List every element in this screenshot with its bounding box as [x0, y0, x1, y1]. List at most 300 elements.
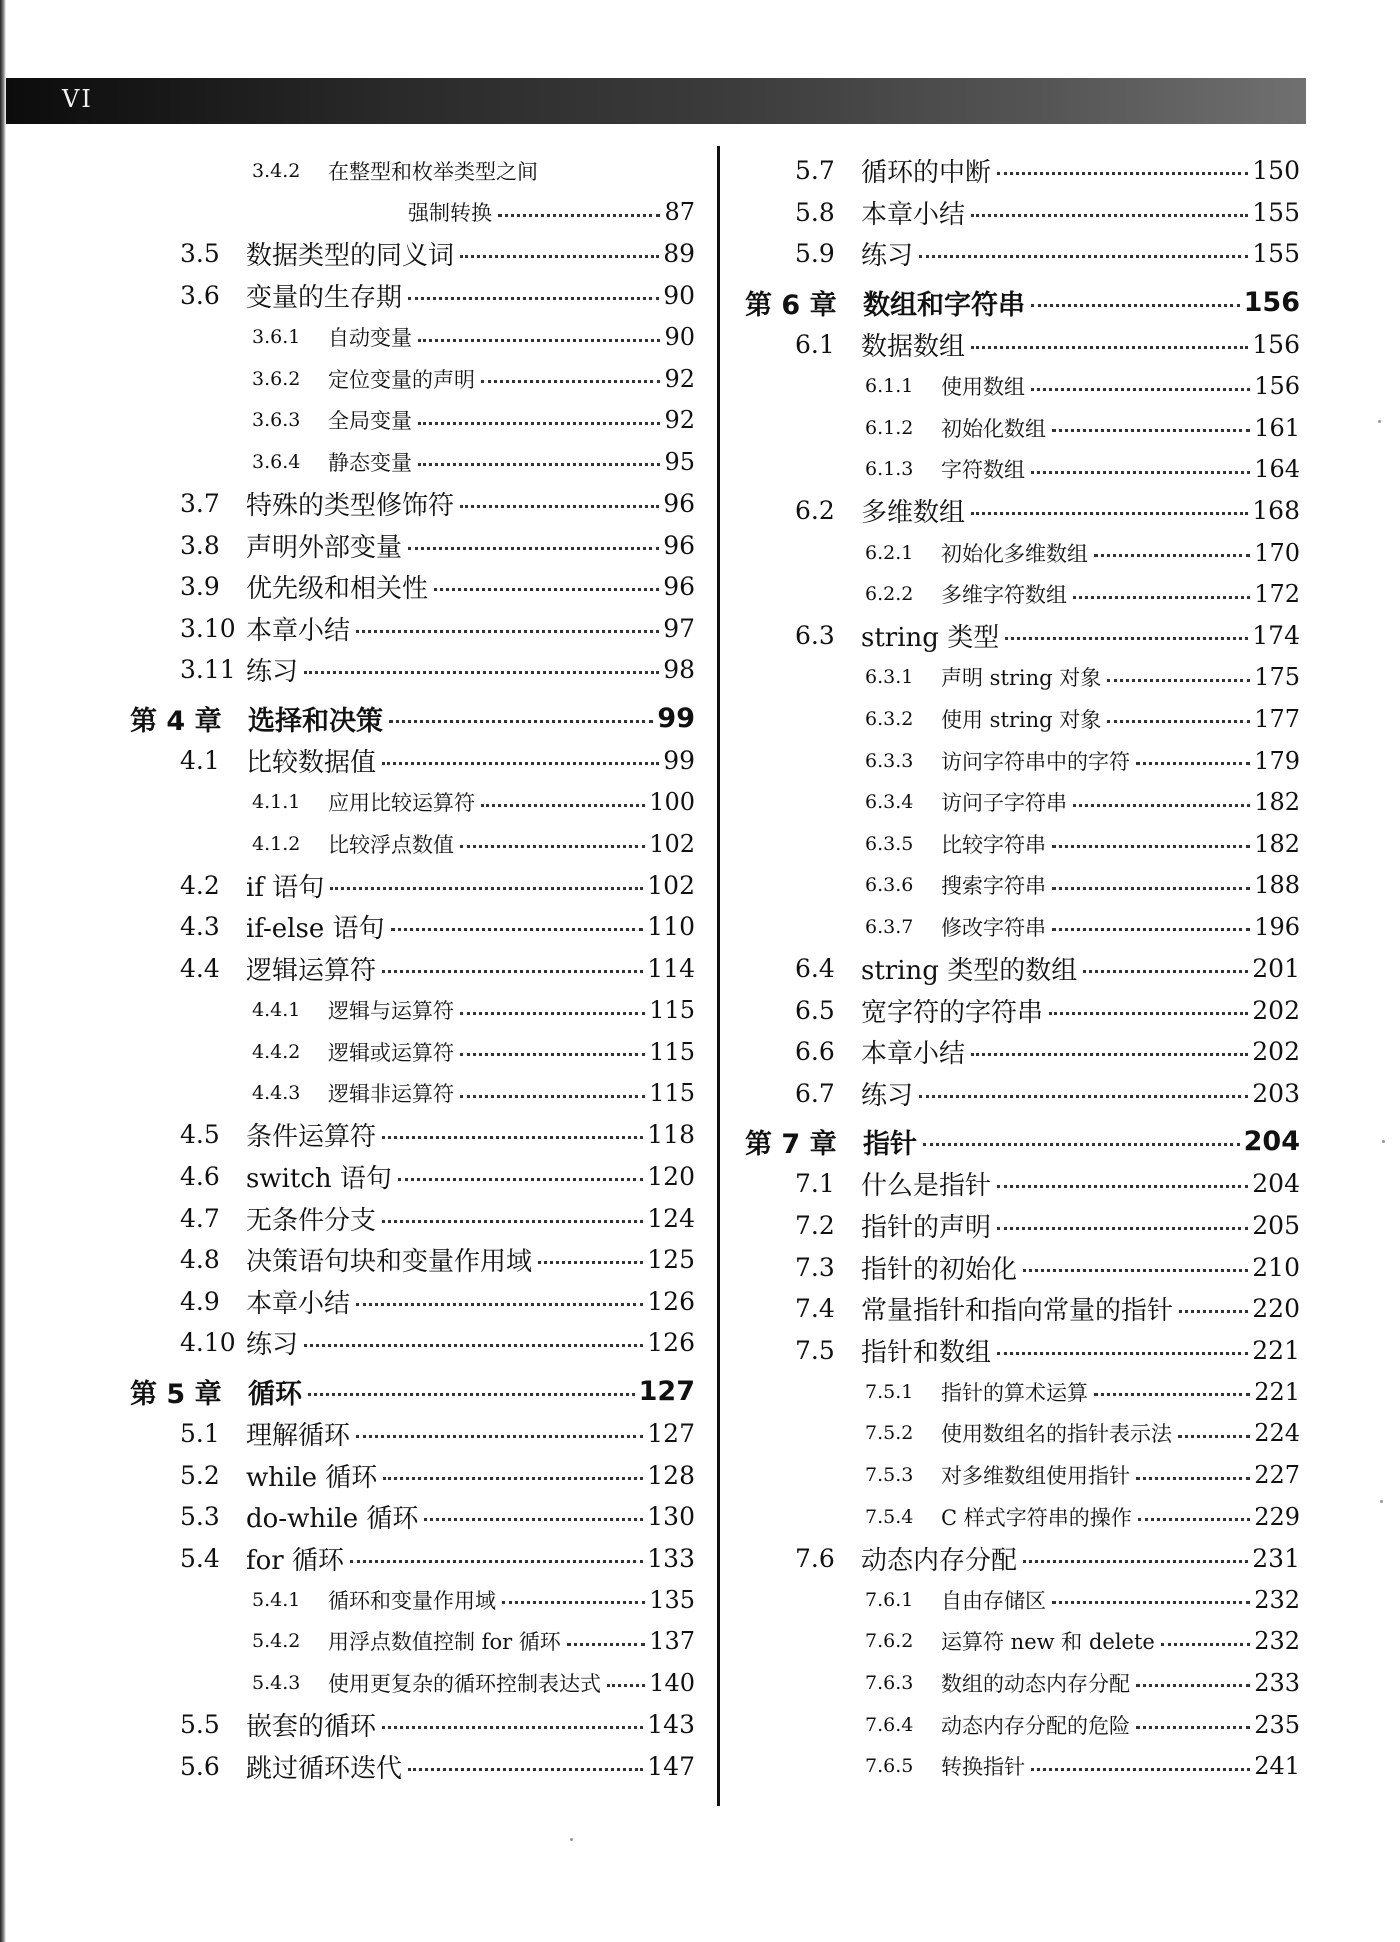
dot-leader — [418, 463, 660, 466]
toc-entry-page: 170 — [1254, 538, 1300, 567]
toc-entry-title: 自由存储区 — [941, 1588, 1046, 1613]
toc-entry-number: 6.3.3 — [865, 749, 914, 772]
toc-entry-title: 初始化数组 — [941, 416, 1046, 441]
toc-entry-subsection — [745, 1371, 1300, 1413]
toc-entry-page: 231 — [1252, 1543, 1300, 1573]
dot-leader — [1031, 1768, 1250, 1771]
toc-entry-title: 指针和数组 — [861, 1337, 992, 1368]
toc-entry-title: 强制转换 — [408, 201, 492, 226]
toc-entry-page: 202 — [1252, 995, 1300, 1025]
toc-entry-section — [130, 740, 695, 782]
toc-entry-chapter — [130, 1364, 695, 1413]
toc-entry-number: 5.5 — [180, 1710, 220, 1740]
toc-entry-page: 182 — [1254, 829, 1300, 858]
toc-entry-number: 7.6.1 — [865, 1588, 914, 1611]
toc-entry-section — [745, 1031, 1300, 1073]
toc-entry-page: 233 — [1254, 1668, 1300, 1697]
toc-entry-number: 7.5.4 — [865, 1505, 914, 1528]
toc-entry-title: string 类型的数组 — [861, 955, 1078, 986]
toc-entry-page: 102 — [649, 829, 695, 858]
toc-entry-page: 168 — [1252, 496, 1300, 526]
dot-leader — [460, 1095, 645, 1098]
toc-entry-page: 241 — [1254, 1752, 1300, 1781]
toc-entry-number: 4.7 — [180, 1203, 220, 1233]
toc-entry-page: 220 — [1252, 1294, 1300, 1324]
dot-leader — [391, 928, 644, 931]
toc-entry-number: 4.6 — [180, 1161, 220, 1191]
toc-entry-subsection — [745, 1745, 1300, 1787]
toc-entry-page: 127 — [647, 1418, 695, 1448]
toc-entry-title: 数组的动态内存分配 — [941, 1671, 1130, 1696]
toc-entry-page: 174 — [1252, 621, 1300, 651]
toc-entry-number: 3.6.1 — [252, 326, 301, 349]
toc-entry-title: 嵌套的循环 — [246, 1712, 377, 1743]
toc-entry-page: 115 — [649, 1037, 695, 1066]
toc-entry-page: 221 — [1252, 1335, 1300, 1365]
scan-speck — [1380, 1500, 1383, 1503]
toc-entry-section — [130, 1537, 695, 1579]
toc-entry-page: 177 — [1254, 704, 1300, 733]
toc-entry-page: 89 — [663, 239, 695, 269]
page-number-marker: VI — [62, 85, 93, 113]
toc-entry-title: 在整型和枚举类型之间 — [328, 159, 538, 184]
toc-entry-title: 定位变量的声明 — [328, 367, 475, 392]
toc-entry-continuation — [130, 192, 695, 234]
dot-leader — [971, 214, 1248, 217]
toc-entry-number: 6.1.2 — [865, 416, 914, 439]
toc-entry-title: 跳过循环迭代 — [246, 1753, 403, 1784]
toc-entry-number: 6.1.3 — [865, 458, 914, 481]
dot-leader — [1031, 471, 1250, 474]
toc-entry-title: if-else 语句 — [246, 914, 385, 945]
toc-entry-title: 比较浮点数值 — [328, 832, 454, 857]
toc-entry-title: 声明 string 对象 — [941, 666, 1102, 691]
toc-entry-title: 循环的中断 — [861, 158, 992, 189]
toc-entry-title: 什么是指针 — [861, 1171, 992, 1202]
toc-entry-page: 140 — [649, 1668, 695, 1697]
page-header-bar — [6, 78, 1306, 124]
dot-leader — [607, 1684, 645, 1687]
toc-entry-section — [745, 1246, 1300, 1288]
toc-entry-page: 135 — [649, 1585, 695, 1614]
dot-leader — [356, 1303, 643, 1306]
toc-entry-page: 90 — [663, 281, 695, 311]
dot-leader — [1052, 845, 1250, 848]
toc-entry-page: 150 — [1252, 156, 1300, 186]
dot-leader — [408, 297, 659, 300]
toc-entry-title: 自动变量 — [328, 326, 412, 351]
toc-entry-section — [130, 1322, 695, 1364]
toc-entry-number: 5.8 — [795, 197, 835, 227]
dot-leader — [1052, 1601, 1250, 1604]
toc-entry-number: 6.3.6 — [865, 874, 914, 897]
toc-entry-title: 特殊的类型修饰符 — [246, 491, 455, 522]
toc-entry-subsection — [745, 823, 1300, 865]
dot-leader — [538, 1261, 643, 1264]
dot-leader — [1052, 928, 1250, 931]
toc-entry-page: 201 — [1252, 953, 1300, 983]
toc-entry-number: 5.2 — [180, 1460, 220, 1490]
toc-entry-number: 4.9 — [180, 1286, 220, 1316]
toc-entry-title: 使用更复杂的循环控制表达式 — [328, 1671, 601, 1696]
dot-leader — [1136, 1726, 1250, 1729]
toc-entry-page: 128 — [647, 1460, 695, 1490]
toc-entry-subsection — [745, 449, 1300, 491]
toc-entry-page: 137 — [649, 1627, 695, 1656]
toc-entry-page: 155 — [1252, 197, 1300, 227]
dot-leader — [1073, 804, 1250, 807]
toc-entry-title: 逻辑与运算符 — [328, 999, 454, 1024]
dot-leader — [923, 1143, 1240, 1146]
toc-entry-section — [130, 608, 695, 650]
dot-leader — [460, 505, 659, 508]
toc-entry-subsection — [745, 657, 1300, 699]
toc-entry-section — [745, 324, 1300, 366]
toc-entry-number: 4.3 — [180, 912, 220, 942]
toc-entry-number: 7.6 — [795, 1543, 835, 1573]
dot-leader — [997, 172, 1248, 175]
toc-entry-section — [130, 948, 695, 990]
column-divider — [717, 146, 720, 1806]
toc-entry-subsection — [745, 1579, 1300, 1621]
toc-entry-page: 224 — [1254, 1419, 1300, 1448]
toc-entry-number: 7.6.3 — [865, 1671, 914, 1694]
toc-entry-title: 常量指针和指向常量的指针 — [861, 1296, 1174, 1327]
dot-leader — [350, 1560, 643, 1563]
toc-entry-chapter — [130, 691, 695, 740]
toc-entry-title: 全局变量 — [328, 409, 412, 434]
toc-entry-number: 4.4.2 — [252, 1040, 301, 1063]
toc-entry-title: 动态内存分配 — [861, 1545, 1018, 1576]
toc-entry-page: 96 — [663, 572, 695, 602]
toc-entry-subsection — [745, 1704, 1300, 1746]
toc-entry-section — [130, 483, 695, 525]
dot-leader — [1136, 1684, 1250, 1687]
toc-entry-section — [130, 566, 695, 608]
toc-entry-page: 115 — [649, 1079, 695, 1108]
toc-entry-title: 静态变量 — [328, 450, 412, 475]
toc-entry-number: 6.1.1 — [865, 375, 914, 398]
dot-leader — [382, 1726, 643, 1729]
dot-leader — [1138, 1518, 1250, 1521]
toc-entry-number: 第 7 章 — [745, 1129, 837, 1161]
toc-entry-title: 本章小结 — [861, 1039, 966, 1070]
toc-entry-page: 147 — [647, 1751, 695, 1781]
dot-leader — [1161, 1643, 1250, 1646]
toc-entry-title: 指针的初始化 — [861, 1254, 1018, 1285]
toc-entry-page: 114 — [647, 953, 695, 983]
dot-leader — [1179, 1310, 1248, 1313]
toc-entry-page: 99 — [663, 746, 695, 776]
dot-leader — [997, 1352, 1248, 1355]
toc-right-column — [745, 150, 1300, 1787]
toc-entry-section — [745, 615, 1300, 657]
toc-entry-number: 6.6 — [795, 1037, 835, 1067]
toc-entry-page: 118 — [647, 1120, 695, 1150]
toc-entry-page: 130 — [647, 1502, 695, 1532]
toc-entry-number: 3.9 — [180, 572, 220, 602]
dot-leader — [1005, 637, 1248, 640]
toc-entry-number: 7.5.3 — [865, 1464, 914, 1487]
dot-leader — [1178, 1435, 1250, 1438]
dot-leader — [460, 845, 645, 848]
toc-entry-number: 第 4 章 — [130, 705, 222, 737]
toc-entry-number: 6.3.7 — [865, 915, 914, 938]
toc-entry-section — [745, 1163, 1300, 1205]
toc-entry-number: 4.5 — [180, 1120, 220, 1150]
toc-entry-page: 172 — [1254, 580, 1300, 609]
toc-entry-page: 90 — [664, 323, 695, 352]
toc-entry-page: 110 — [647, 912, 695, 942]
toc-entry-number: 6.1 — [795, 330, 835, 360]
toc-entry-section — [745, 1072, 1300, 1114]
toc-entry-page: 124 — [647, 1203, 695, 1233]
toc-entry-title: 无条件分支 — [246, 1205, 377, 1236]
toc-entry-title: 练习 — [246, 657, 299, 688]
toc-entry-title: 修改字符串 — [941, 915, 1046, 940]
toc-entry-title: 初始化多维数组 — [941, 541, 1088, 566]
toc-entry-title: 指针的声明 — [861, 1212, 992, 1243]
toc-entry-page: 204 — [1252, 1169, 1300, 1199]
toc-entry-number: 3.6.3 — [252, 409, 301, 432]
toc-entry-number: 7.6.2 — [865, 1630, 914, 1653]
toc-entry-number: 6.5 — [795, 995, 835, 1025]
dot-leader — [382, 1136, 643, 1139]
toc-entry-page: 98 — [663, 655, 695, 685]
toc-entry-page: 188 — [1254, 871, 1300, 900]
toc-entry-page: 232 — [1254, 1627, 1300, 1656]
toc-entry-subsection — [745, 365, 1300, 407]
toc-entry-number: 4.1 — [180, 746, 220, 776]
toc-entry-number: 7.1 — [795, 1169, 835, 1199]
toc-entry-number: 3.6.4 — [252, 450, 301, 473]
toc-entry-title: 比较数据值 — [246, 748, 377, 779]
toc-entry-number: 7.6.4 — [865, 1713, 914, 1736]
toc-entry-number: 3.4.2 — [252, 159, 301, 182]
toc-entry-title: string 类型 — [861, 623, 1000, 654]
toc-entry-page: 204 — [1243, 1126, 1300, 1158]
toc-entry-number: 4.4.3 — [252, 1082, 301, 1105]
toc-entry-title: 运算符 new 和 delete — [941, 1630, 1155, 1655]
toc-entry-section — [130, 1704, 695, 1746]
dot-leader — [382, 970, 643, 973]
toc-entry-title: 访问字符串中的字符 — [941, 749, 1130, 774]
dot-leader — [1073, 596, 1250, 599]
toc-entry-subsection — [130, 1579, 695, 1621]
toc-entry-page: 115 — [649, 996, 695, 1025]
toc-entry-title: 声明外部变量 — [246, 532, 403, 563]
dot-leader — [971, 1053, 1248, 1056]
toc-entry-page: 96 — [663, 489, 695, 519]
toc-entry-subsection — [745, 532, 1300, 574]
toc-entry-number: 7.3 — [795, 1252, 835, 1282]
toc-entry-page: 227 — [1254, 1461, 1300, 1490]
toc-entry-section — [745, 989, 1300, 1031]
toc-entry-number: 6.3 — [795, 621, 835, 651]
dot-leader — [356, 630, 659, 633]
toc-entry-title: 循环 — [248, 1378, 302, 1410]
toc-entry-subsection — [745, 698, 1300, 740]
dot-leader — [434, 588, 659, 591]
toc-entry-number: 3.7 — [180, 489, 220, 519]
toc-entry-section — [130, 1280, 695, 1322]
toc-entry-section — [745, 150, 1300, 192]
toc-entry-section — [745, 192, 1300, 234]
toc-entry-subsection — [745, 1662, 1300, 1704]
toc-entry-title: while 循环 — [246, 1462, 378, 1493]
toc-entry-section — [745, 233, 1300, 275]
toc-entry-page: 97 — [663, 613, 695, 643]
toc-entry-title: 数据数组 — [861, 332, 966, 363]
toc-entry-page: 92 — [664, 406, 695, 435]
toc-entry-number: 7.2 — [795, 1210, 835, 1240]
toc-entry-page: 133 — [647, 1543, 695, 1573]
toc-entry-number: 5.4.1 — [252, 1588, 301, 1611]
dot-leader — [1107, 679, 1250, 682]
toc-entry-subsection — [130, 1621, 695, 1663]
toc-entry-subsection — [745, 865, 1300, 907]
toc-entry-section — [130, 865, 695, 907]
toc-entry-number: 6.4 — [795, 953, 835, 983]
dot-leader — [382, 1220, 643, 1223]
toc-entry-title: 数据类型的同义词 — [246, 241, 455, 272]
toc-entry-page: 127 — [638, 1375, 695, 1407]
toc-entry-title: 本章小结 — [246, 615, 351, 646]
toc-entry-page: 125 — [647, 1245, 695, 1275]
toc-entry-title: 搜索字符串 — [941, 874, 1046, 899]
toc-entry-section — [130, 1114, 695, 1156]
toc-entry-section — [130, 1413, 695, 1455]
scan-speck — [1382, 1140, 1385, 1143]
toc-entry-number: 3.6 — [180, 281, 220, 311]
dot-leader — [1023, 1269, 1248, 1272]
toc-entry-title: 练习 — [861, 1080, 914, 1111]
toc-entry-page: 92 — [664, 364, 695, 393]
toc-entry-number: 3.10 — [180, 613, 236, 643]
toc-entry-page: 87 — [664, 198, 695, 227]
toc-entry-number: 3.5 — [180, 239, 220, 269]
toc-entry-title: 对多维数组使用指针 — [941, 1464, 1130, 1489]
toc-entry-number: 3.11 — [180, 655, 236, 685]
toc-entry-number: 6.3.1 — [865, 666, 914, 689]
toc-entry-subsection — [130, 150, 695, 192]
dot-leader — [418, 422, 660, 425]
toc-entry-title: 转换指针 — [941, 1755, 1025, 1780]
toc-entry-title: 使用数组 — [941, 375, 1025, 400]
toc-entry-number: 4.4.1 — [252, 999, 301, 1022]
dot-leader — [304, 671, 659, 674]
dot-leader — [971, 346, 1248, 349]
toc-entry-number: 6.3.5 — [865, 832, 914, 855]
toc-entry-title: 用浮点数值控制 for 循环 — [328, 1630, 561, 1655]
toc-entry-title: 练习 — [861, 241, 914, 272]
scan-speck — [1378, 420, 1381, 423]
scan-left-edge — [0, 0, 6, 1942]
toc-entry-subsection — [130, 781, 695, 823]
toc-entry-chapter — [745, 1114, 1300, 1163]
dot-leader — [460, 1012, 645, 1015]
dot-leader — [1136, 762, 1250, 765]
dot-leader — [1083, 970, 1248, 973]
dot-leader — [498, 214, 660, 217]
toc-entry-number: 4.4 — [180, 953, 220, 983]
toc-entry-subsection — [745, 906, 1300, 948]
toc-entry-title: switch 语句 — [246, 1163, 392, 1194]
toc-entry-page: 102 — [647, 870, 695, 900]
toc-entry-subsection — [745, 573, 1300, 615]
dot-leader — [356, 1435, 643, 1438]
toc-entry-number: 5.1 — [180, 1418, 220, 1448]
toc-entry-number: 6.2.1 — [865, 541, 914, 564]
toc-entry-subsection — [745, 407, 1300, 449]
toc-entry-section — [130, 524, 695, 566]
toc-entry-title: 理解循环 — [246, 1420, 351, 1451]
toc-entry-page: 96 — [663, 530, 695, 560]
toc-entry-section — [130, 233, 695, 275]
toc-entry-subsection — [130, 989, 695, 1031]
toc-entry-number: 5.7 — [795, 156, 835, 186]
toc-entry-number: 6.3.2 — [865, 707, 914, 730]
toc-entry-title: 条件运算符 — [246, 1122, 377, 1153]
toc-entry-subsection — [745, 1496, 1300, 1538]
toc-entry-title: 字符数组 — [941, 458, 1025, 483]
dot-leader — [1031, 304, 1240, 307]
toc-entry-number: 5.4.2 — [252, 1630, 301, 1653]
toc-entry-page: 221 — [1254, 1377, 1300, 1406]
toc-entry-page: 203 — [1252, 1078, 1300, 1108]
dot-leader — [1107, 720, 1250, 723]
toc-entry-page: 99 — [657, 702, 695, 734]
toc-entry-number: 7.6.5 — [865, 1755, 914, 1778]
toc-entry-page: 120 — [647, 1161, 695, 1191]
toc-entry-page: 182 — [1254, 788, 1300, 817]
toc-entry-number: 3.8 — [180, 530, 220, 560]
toc-entry-title: 多维字符数组 — [941, 583, 1067, 608]
toc-entry-title: 动态内存分配的危险 — [941, 1713, 1130, 1738]
toc-entry-subsection — [745, 1454, 1300, 1496]
toc-entry-subsection — [130, 1031, 695, 1073]
toc-entry-number: 6.2 — [795, 496, 835, 526]
dot-leader — [418, 339, 660, 342]
dot-leader — [304, 1344, 643, 1347]
toc-entry-number: 5.4.3 — [252, 1671, 301, 1694]
toc-entry-number: 4.8 — [180, 1245, 220, 1275]
toc-entry-section — [130, 1745, 695, 1787]
toc-entry-page: 175 — [1254, 663, 1300, 692]
toc-entry-number: 7.5 — [795, 1335, 835, 1365]
toc-entry-subsection — [745, 1621, 1300, 1663]
toc-entry-page: 161 — [1254, 413, 1300, 442]
toc-entry-title: 练习 — [246, 1330, 299, 1361]
dot-leader — [408, 1768, 643, 1771]
toc-entry-number: 3.6.2 — [252, 367, 301, 390]
dot-leader — [408, 547, 659, 550]
toc-entry-title: 宽字符的字符串 — [861, 997, 1044, 1028]
dot-leader — [1049, 1012, 1248, 1015]
toc-entry-title: 访问子字符串 — [941, 791, 1067, 816]
toc-entry-title: do-while 循环 — [246, 1504, 419, 1535]
toc-entry-title: 应用比较运算符 — [328, 791, 475, 816]
toc-entry-page: 235 — [1254, 1710, 1300, 1739]
toc-entry-section — [130, 1197, 695, 1239]
toc-entry-number: 6.3.4 — [865, 791, 914, 814]
toc-entry-title: if 语句 — [246, 872, 325, 903]
toc-entry-number: 4.1.1 — [252, 791, 301, 814]
dot-leader — [330, 887, 643, 890]
toc-entry-title: 决策语句块和变量作用域 — [246, 1247, 533, 1278]
toc-entry-subsection — [130, 1662, 695, 1704]
toc-entry-section — [745, 1288, 1300, 1330]
